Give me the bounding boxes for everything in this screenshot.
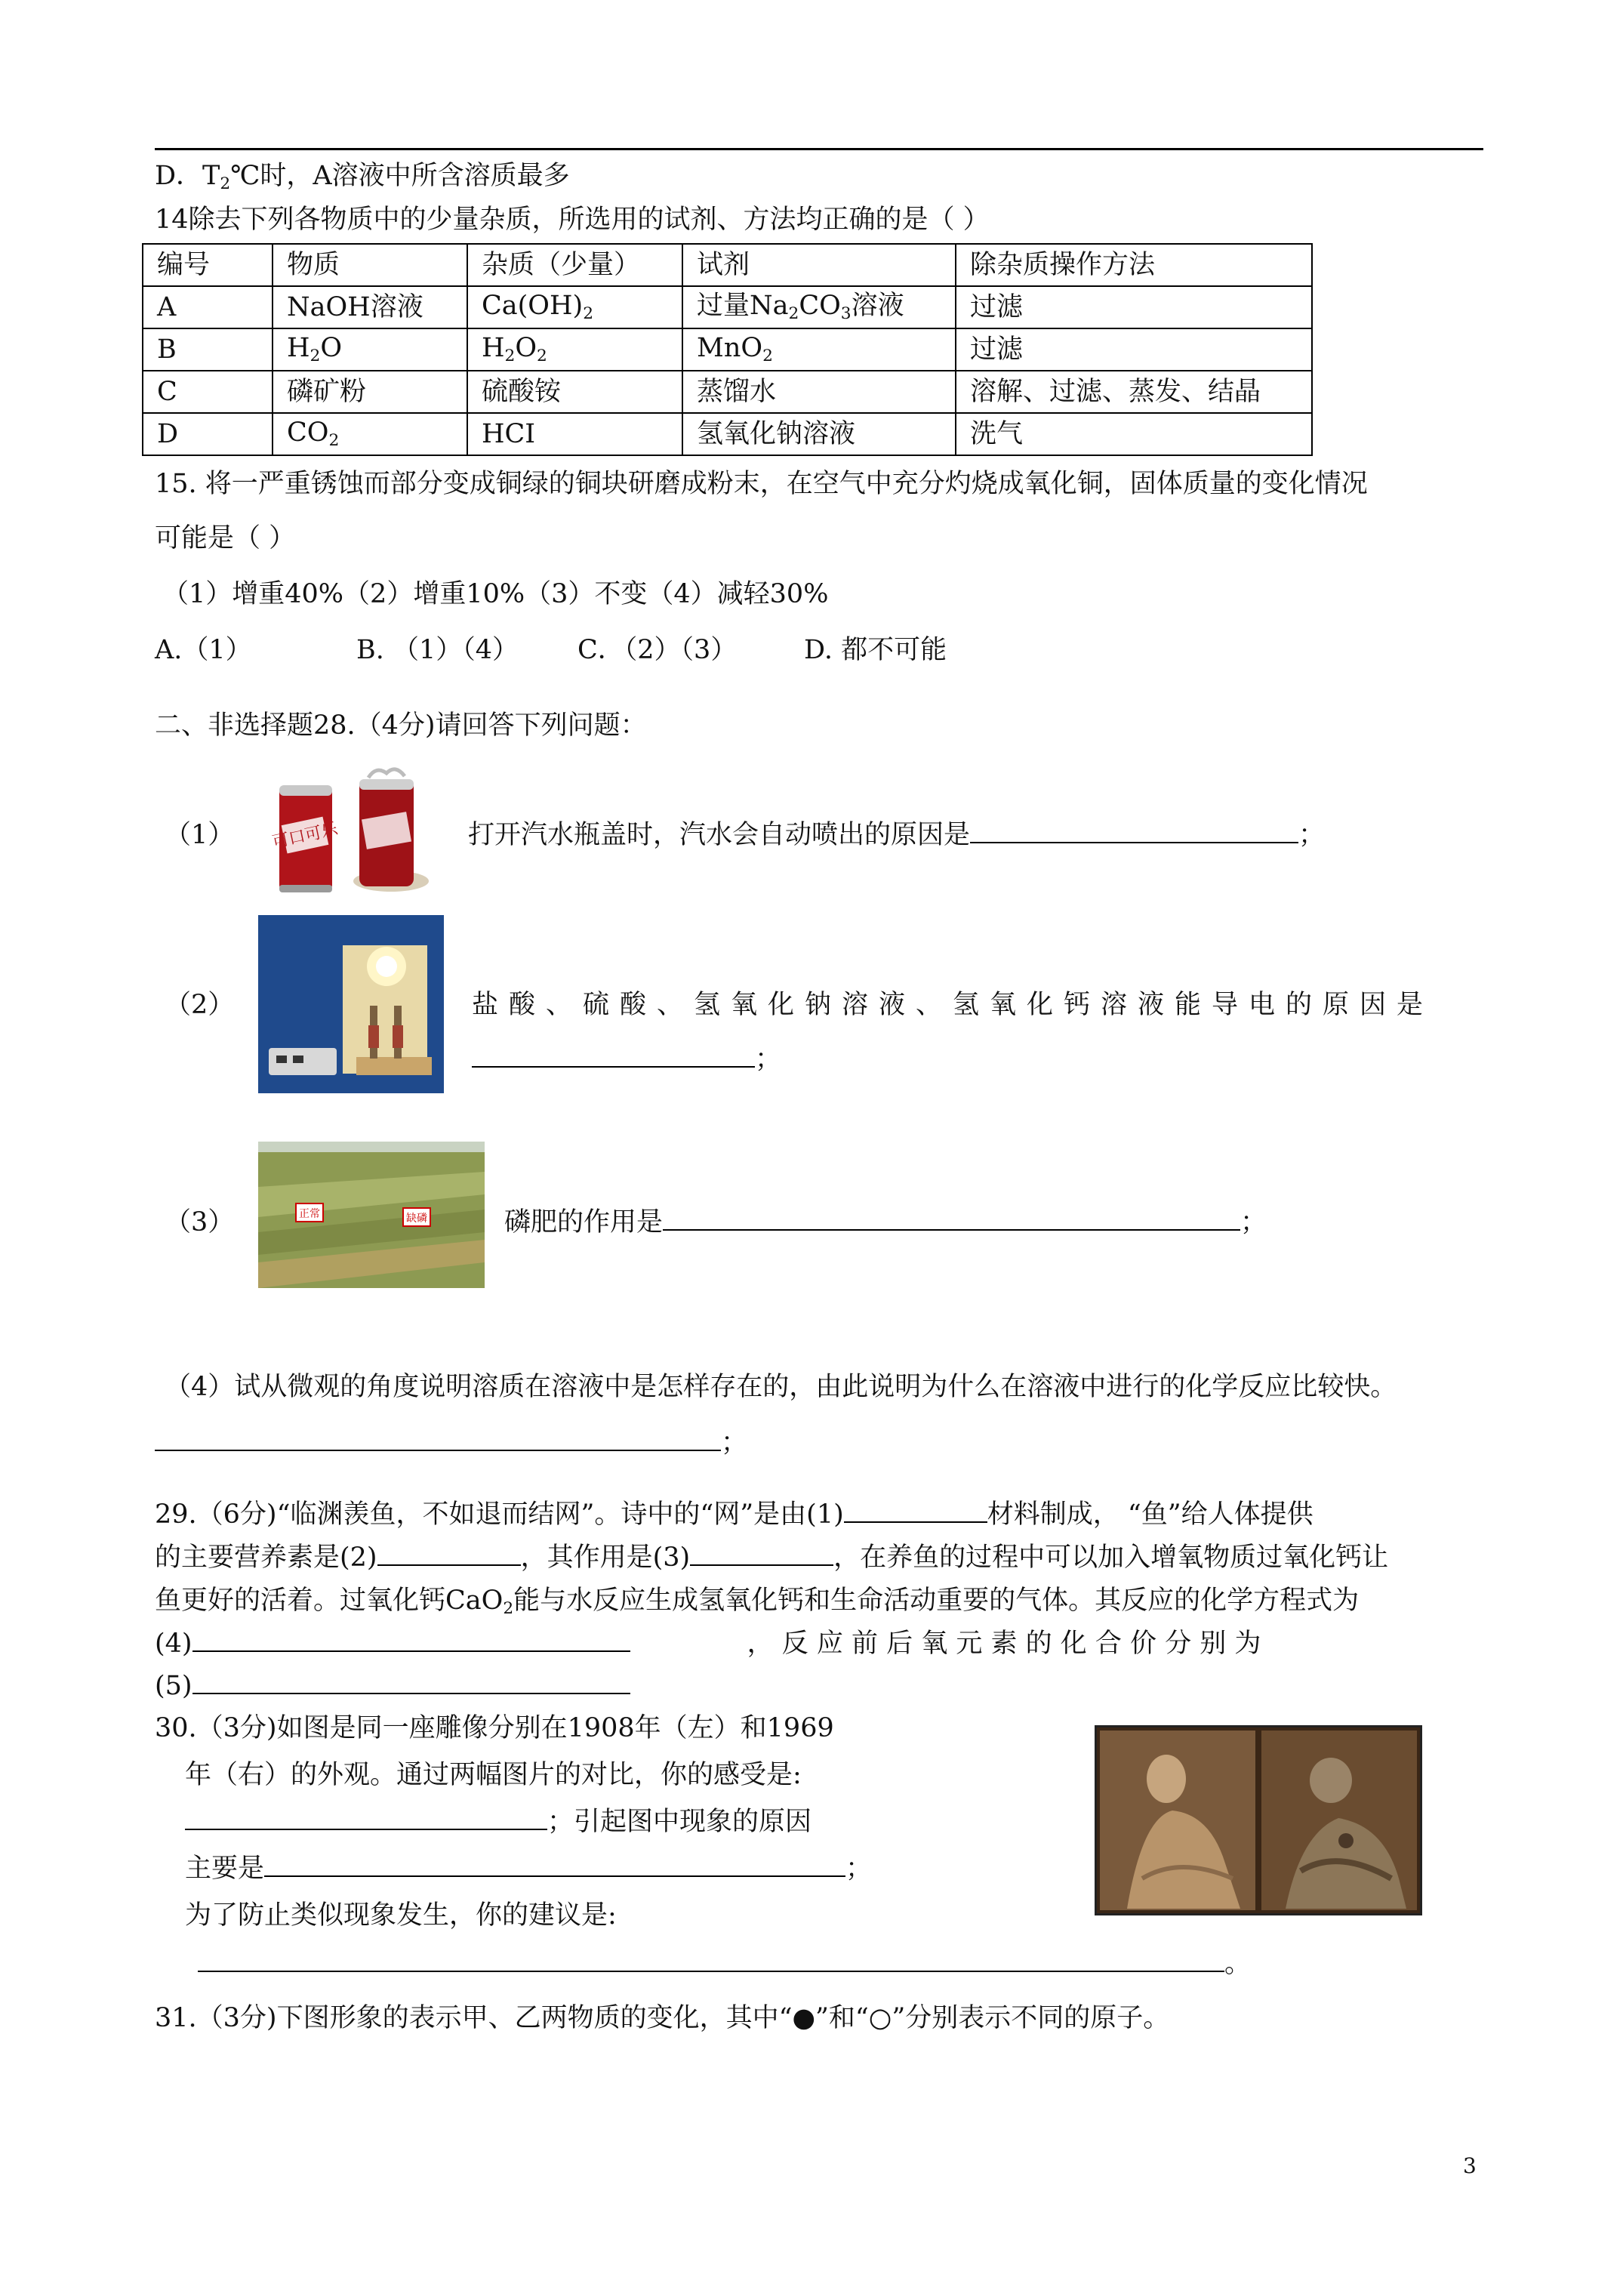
q28-part1-question: 打开汽水瓶盖时，汽水会自动喷出的原因是 ； bbox=[468, 820, 1326, 850]
q29-line2: 的主要营养素是(2) ，其作用是(3) ，在养鱼的过程中可以加入增氧物质过氧化钙让 bbox=[155, 1542, 1389, 1573]
soda-can-image bbox=[255, 764, 436, 898]
q15-stem-line2: 可能是（ ） bbox=[155, 523, 296, 553]
table-cell: NaOH溶液 bbox=[273, 286, 467, 328]
q30-line2: 年（右）的外观。通过两幅图片的对比，你的感受是: bbox=[185, 1760, 802, 1790]
q28-part1-label: （1） bbox=[165, 820, 235, 850]
sign-normal-text: 正常 bbox=[299, 1208, 320, 1220]
table-header-cell: 杂质（少量） bbox=[467, 244, 682, 286]
table-cell: D bbox=[143, 413, 273, 455]
q29-line4: (4) ， 反 应 前 后 氧 元 素 的 化 合 价 分 别 为 bbox=[155, 1629, 1261, 1659]
statue-comparison-image bbox=[1095, 1725, 1422, 1915]
table-header-cell: 编号 bbox=[143, 244, 273, 286]
header-rule bbox=[155, 148, 1483, 150]
conductivity-apparatus-image bbox=[258, 915, 444, 1093]
q30-line3: ；引起图中现象的原因 bbox=[185, 1806, 812, 1838]
answer-blank[interactable] bbox=[155, 1427, 721, 1451]
answer-blank[interactable] bbox=[264, 1853, 845, 1877]
table-cell: MnO$_2$ bbox=[682, 328, 956, 371]
q28-part2-question: 盐酸、硫酸、氢氧化钠溶液、氢氧化钙溶液能导电的原因是 bbox=[472, 990, 1434, 1020]
table-header-cell: 试剂 bbox=[682, 244, 956, 286]
q30-line4: 主要是 ； bbox=[185, 1854, 873, 1884]
q31-text: 31.（3分)下图形象的表示甲、乙两物质的变化，其中“●”和“○”分别表示不同的原子。 bbox=[155, 2003, 1170, 2033]
q15-stem-line1: 15. 将一严重锈蚀而部分变成铜绿的铜块研磨成粉末，在空气中充分灼烧成氧化铜，固体质量的变化情况 bbox=[155, 469, 1368, 499]
wheat-field-image bbox=[258, 1142, 485, 1288]
answer-blank[interactable] bbox=[472, 1043, 755, 1068]
q15-option-c: C．（2）（3） bbox=[577, 635, 738, 665]
answer-blank[interactable] bbox=[377, 1542, 521, 1566]
table-cell: $H_2O$ bbox=[273, 328, 467, 371]
table-cell: 过滤 bbox=[956, 328, 1312, 371]
q28-part3-label: （3） bbox=[165, 1207, 235, 1237]
answer-blank[interactable] bbox=[198, 1948, 1224, 1972]
section2-title: 二、非选择题28.（4分)请回答下列问题： bbox=[155, 710, 647, 741]
q29-line3: 鱼更好的活着。过氧化钙CaO$_2$能与水反应生成氢氧化钙和生命活动重要的气体。其反应的化学方程式为 bbox=[155, 1586, 1360, 1619]
q28-part4-question: （4）试从微观的角度说明溶质在溶液中是怎样存在的，由此说明为什么在溶液中进行的化学反应比较快。 bbox=[165, 1372, 1397, 1402]
q14-table bbox=[142, 243, 1313, 456]
table-cell: HCI bbox=[467, 413, 682, 455]
table-cell: A bbox=[143, 286, 273, 328]
answer-blank[interactable] bbox=[844, 1499, 987, 1523]
q15-option-b: B. （1）（4） bbox=[356, 635, 519, 665]
table-header-row bbox=[143, 244, 1312, 286]
q13-option-d: D．$T_2℃$时，A溶液中所含溶质最多 bbox=[155, 161, 570, 194]
table-cell: 溶解、过滤、蒸发、结晶 bbox=[956, 371, 1312, 413]
answer-blank[interactable] bbox=[185, 1806, 547, 1830]
q30-line1: 30.（3分)如图是同一座雕像分别在1908年（左）和1969 bbox=[155, 1713, 834, 1743]
q29-line1: 29.（6分)“临渊羡鱼，不如退而结网”。诗中的“网”是由(1) 材料制成， “鱼”给人体提供 bbox=[155, 1499, 1313, 1530]
q15-option-a: A.（1） bbox=[155, 635, 252, 665]
table-cell: $CO_2$ bbox=[273, 413, 467, 455]
table-cell: 硫酸铵 bbox=[467, 371, 682, 413]
table-cell: C bbox=[143, 371, 273, 413]
table-cell: $H_2O_2$ bbox=[467, 328, 682, 371]
table-row bbox=[143, 413, 1312, 455]
table-cell: B bbox=[143, 328, 273, 371]
page-number: 3 bbox=[1463, 2153, 1477, 2178]
table-cell: $Ca(OH)_2$ bbox=[467, 286, 682, 328]
answer-blank[interactable] bbox=[970, 819, 1298, 843]
q30-line5: 为了防止类似现象发生，你的建议是: bbox=[185, 1900, 617, 1931]
answer-blank[interactable] bbox=[663, 1207, 1240, 1231]
q28-part3-question: 磷肥的作用是 ； bbox=[504, 1207, 1267, 1237]
table-cell: 磷矿粉 bbox=[273, 371, 467, 413]
table-cell: 洗气 bbox=[956, 413, 1312, 455]
table-header-cell: 除杂质操作方法 bbox=[956, 244, 1312, 286]
q28-part4-answer-line: ； bbox=[155, 1427, 747, 1459]
table-cell: 过量$Na_2CO_3$溶液 bbox=[682, 286, 956, 328]
q28-part2-answer-line: ； bbox=[472, 1043, 781, 1075]
answer-blank[interactable] bbox=[690, 1542, 833, 1566]
answer-blank[interactable] bbox=[192, 1628, 630, 1652]
q15-items: （1）增重40%（2）增重10%（3）不变（4）减轻30% bbox=[162, 579, 829, 609]
can-label-text: 可口可乐 bbox=[270, 820, 340, 852]
sign-lack-text: 缺磷 bbox=[406, 1213, 427, 1225]
table-row bbox=[143, 286, 1312, 328]
q30-line6: 。 bbox=[198, 1948, 1251, 1980]
table-cell: 氢氧化钠溶液 bbox=[682, 413, 956, 455]
q14-stem: 14除去下列各物质中的少量杂质，所选用的试剂、方法均正确的是（ ） bbox=[155, 205, 990, 235]
q29-line5: (5) bbox=[155, 1670, 630, 1702]
table-cell: 蒸馏水 bbox=[682, 371, 956, 413]
table-header-cell: 物质 bbox=[273, 244, 467, 286]
table-row bbox=[143, 371, 1312, 413]
answer-blank[interactable] bbox=[192, 1670, 630, 1694]
q28-part2-label: （2） bbox=[165, 990, 235, 1020]
table-row bbox=[143, 328, 1312, 371]
table-cell: 过滤 bbox=[956, 286, 1312, 328]
q15-option-d: D. 都不可能 bbox=[804, 635, 947, 665]
